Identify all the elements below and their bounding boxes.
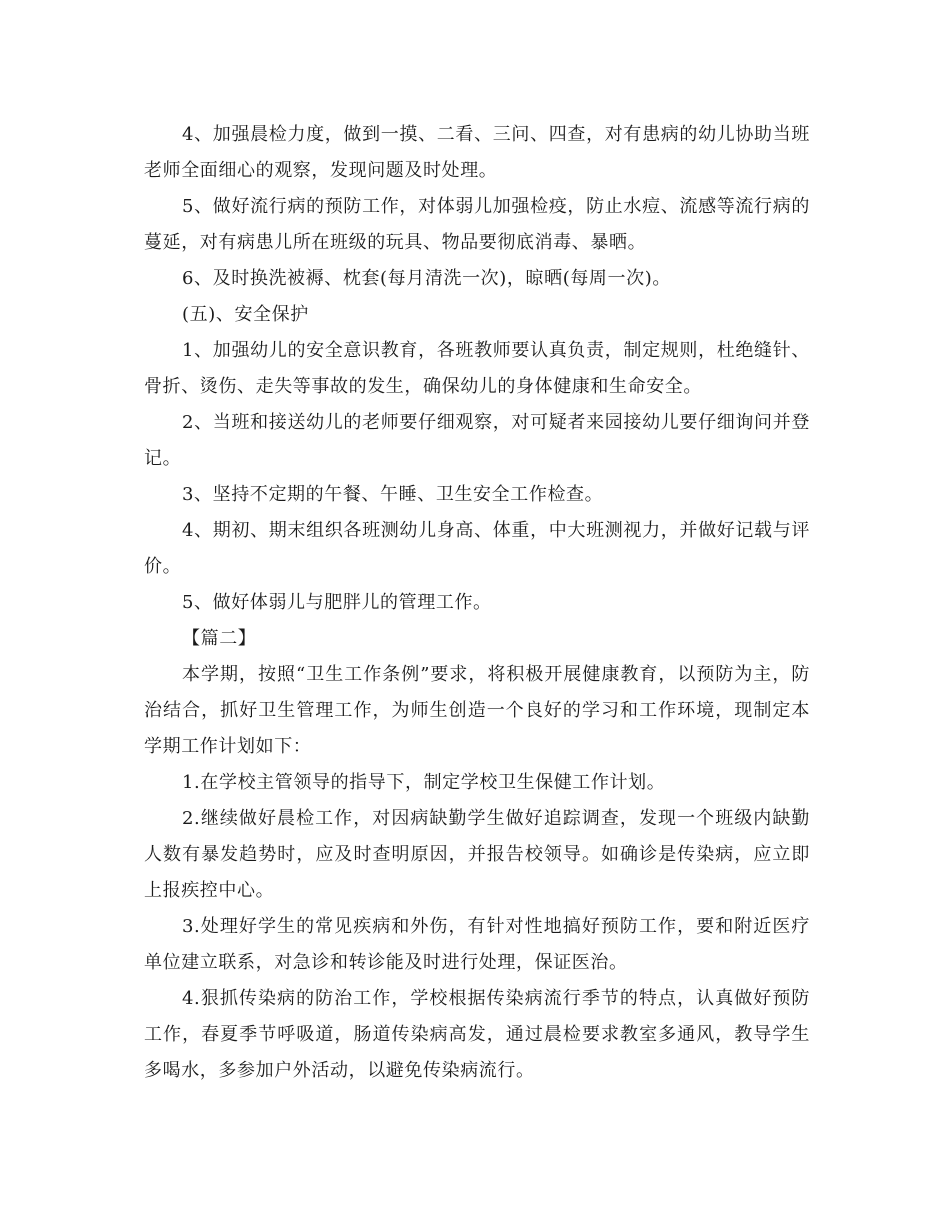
paragraph-item-2: 2.继续做好晨检工作，对因病缺勤学生做好追踪调查，发现一个班级内缺勤人数有暴发趋势时，应及时查明原因，并报告校领导。如确诊是传染病，应立即上报疾控中心。 xyxy=(144,808,810,901)
paragraph-intro: 本学期，按照“卫生工作条例”要求，将积极开展健康教育，以预防为主，防治结合，抓好卫生管理工作，为师生创造一个良好的学习和工作环境，现制定本学期工作计划如下： xyxy=(144,664,810,757)
paragraph-item-3: 3.处理好学生的常见疾病和外伤，有针对性地搞好预防工作，要和附近医疗单位建立联系，对急诊和转诊能及时进行处理，保证医治。 xyxy=(144,916,810,973)
paragraph-item-1: 1.在学校主管领导的指导下，制定学校卫生保健工作计划。 xyxy=(182,772,666,793)
paragraph-pickup-check: 2、当班和接送幼儿的老师要仔细观察，对可疑者来园接幼儿要仔细询问并登记。 xyxy=(144,412,810,469)
paragraph-safety-education: 1、加强幼儿的安全意识教育，各班教师要认真负责，制定规则，杜绝缝针、骨折、烫伤、走失等事故的发生，确保幼儿的身体健康和生命安全。 xyxy=(144,340,810,397)
paragraph-item-4: 4.狠抓传染病的防治工作，学校根据传染病流行季节的特点，认真做好预防工作，春夏季节呼吸道，肠道传染病高发，通过晨检要求教室多通风，教导学生多喝水，多参加户外活动，以避免传染病流行。 xyxy=(144,988,810,1081)
paragraph-bedding: 6、及时换洗被褥、枕套(每月清洗一次)，晾晒(每周一次)。 xyxy=(182,268,671,289)
paragraph-measurement: 4、期初、期末组织各班测幼儿身高、体重，中大班测视力，并做好记载与评价。 xyxy=(144,520,810,577)
document-body xyxy=(144,117,810,1089)
section-heading-part-two: 【篇二】 xyxy=(182,628,257,649)
paragraph-epidemic-prevention: 5、做好流行病的预防工作，对体弱儿加强检疫，防止水痘、流感等流行病的蔓延，对有病患儿所在班级的玩具、物品要彻底消毒、暴晒。 xyxy=(144,196,810,253)
paragraph-inspection: 3、坚持不定期的午餐、午睡、卫生安全工作检查。 xyxy=(182,484,604,505)
paragraph-morning-check: 4、加强晨检力度，做到一摸、二看、三问、四查，对有患病的幼儿协助当班老师全面细心的观察，发现问题及时处理。 xyxy=(144,124,810,181)
paragraph-weak-obese: 5、做好体弱儿与肥胖儿的管理工作。 xyxy=(182,592,492,613)
section-heading-safety: (五)、安全保护 xyxy=(182,304,309,325)
